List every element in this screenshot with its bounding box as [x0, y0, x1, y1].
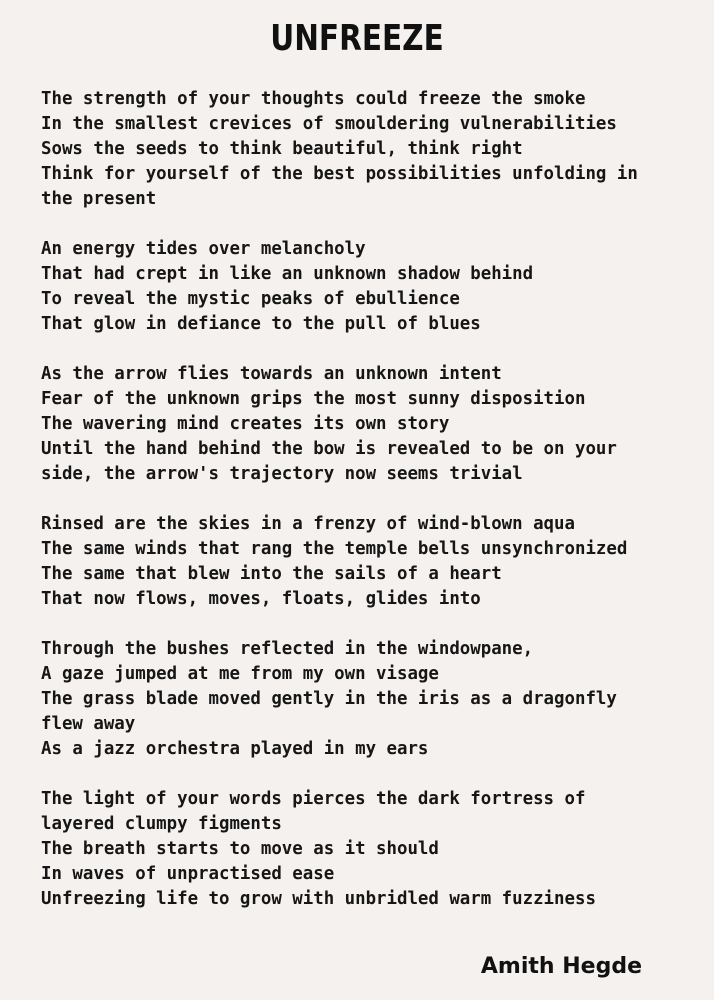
poem-line: That now flows, moves, floats, glides into: [41, 589, 481, 609]
poem-line: To reveal the mystic peaks of ebullience: [41, 289, 460, 309]
poem-line: The same winds that rang the temple bells unsynchronized: [41, 539, 628, 559]
stanza-1: [41, 87, 681, 212]
poem-line: layered clumpy figments: [41, 814, 282, 834]
poem-line: side, the arrow's trajectory now seems trivial: [41, 464, 523, 484]
poem-title: UNFREEZE: [270, 18, 444, 59]
poem-line: As the arrow flies towards an unknown intent: [41, 364, 502, 384]
poem-body: [41, 87, 681, 937]
stanza-6: [41, 787, 681, 912]
poem-line: The breath starts to move as it should: [41, 839, 439, 859]
stanza-2: [41, 237, 681, 337]
poem-line: Through the bushes reflected in the windowpane,: [41, 639, 534, 659]
poem-line: That had crept in like an unknown shadow behind: [41, 264, 534, 284]
poem-line: The strength of your thoughts could freeze the smoke: [41, 89, 586, 109]
poem-line: The wavering mind creates its own story: [41, 414, 450, 434]
stanza-3: [41, 362, 681, 487]
poem-line: That glow in defiance to the pull of blues: [41, 314, 481, 334]
poem-line: Unfreezing life to grow with unbridled warm fuzziness: [41, 889, 596, 909]
poem-line: Until the hand behind the bow is revealed to be on your: [41, 439, 617, 459]
poem-line: The grass blade moved gently in the iris as a dragonfly: [41, 689, 617, 709]
poem-line: Rinsed are the skies in a frenzy of wind-blown aqua: [41, 514, 575, 534]
poem-line: flew away: [41, 714, 136, 734]
poem-line: Think for yourself of the best possibilities unfolding in: [41, 164, 638, 184]
poem-line: The light of your words pierces the dark fortress of: [41, 789, 586, 809]
poem-line: the present: [41, 189, 157, 209]
poem-line: The same that blew into the sails of a heart: [41, 564, 502, 584]
poem-line: A gaze jumped at me from my own visage: [41, 664, 439, 684]
poem-line: Fear of the unknown grips the most sunny disposition: [41, 389, 586, 409]
stanza-5: [41, 637, 681, 762]
poem-line: An energy tides over melancholy: [41, 239, 366, 259]
poem-line: In the smallest crevices of smouldering vulnerabilities: [41, 114, 617, 134]
author-name: Amith Hegde: [480, 954, 642, 979]
stanza-4: [41, 512, 681, 612]
poem-line: Sows the seeds to think beautiful, think right: [41, 139, 523, 159]
poem-line: As a jazz orchestra played in my ears: [41, 739, 429, 759]
poem-line: In waves of unpractised ease: [41, 864, 335, 884]
